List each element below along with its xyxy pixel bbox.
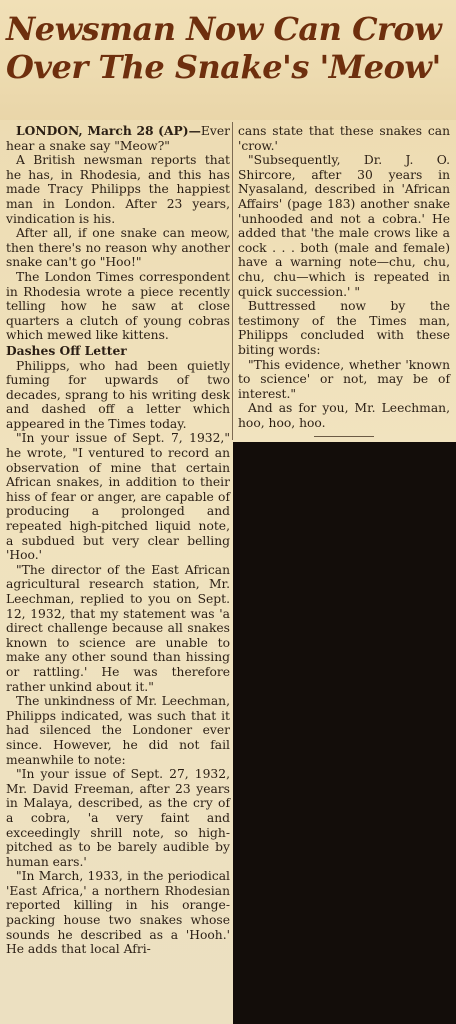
end-rule: [314, 436, 374, 437]
headline-line-1: Newsman Now Can Crow: [6, 10, 442, 48]
headline-line-2: Over The Snake's 'Meow': [6, 48, 441, 86]
headline: [6, 10, 450, 86]
lead-paragraph: [6, 124, 230, 153]
background-area: [233, 442, 456, 1024]
subheading: Dashes Off Letter: [6, 342, 127, 358]
paragraph: The unkindness of Mr. Leechman, Philipps indicated, was such that it had silenced the Londoner ever since. However, he did not fail meanwhile to note:: [6, 694, 230, 767]
paragraph: "Subsequently, Dr. J. O. Shircore, after 30 years in Nyasaland, described in 'African Affairs' (page 183) another snake 'unhooded and not a cobra.' He added that 'the male crows like a cock . . . both (male and female) have a warning note—chu, chu, chu, chu—which is repeated in quick succession.' ": [238, 153, 450, 299]
paragraph: cans state that these snakes can 'crow.': [238, 124, 450, 153]
paragraph: "This evidence, whether 'known to science' or not, may be of interest.": [238, 357, 450, 401]
paragraph: Buttressed now by the testimony of the Times man, Philipps concluded with these biting words:: [238, 299, 450, 357]
paragraph: "In your issue of Sept. 27, 1932, Mr. David Freeman, after 23 years in Malaya, described, as the cry of a cobra, 'a very faint and exceedingly shrill note, so high-pitched as to be barely audible by human ears.': [6, 767, 230, 869]
left-column: [0, 120, 233, 1024]
paragraph: The London Times correspondent in Rhodesia wrote a piece recently telling how he saw at close quarters a clutch of young cobras which mewed like kittens.: [6, 269, 230, 343]
paragraph: "The director of the East African agricultural research station, Mr. Leechman, replied to you on Sept. 12, 1932, that my statement was 'a direct challenge because all snakes known to science are unable to make any other sound than hissing or rattling.' He was therefore rather unkind about it.": [6, 562, 230, 694]
paragraph: A British newsman reports that he has, in Rhodesia, and this has made Tracy Philipps the happiest man in London. After 23 years, vindication is his.: [6, 153, 230, 226]
right-column: [233, 120, 456, 442]
dateline: LONDON, March 28 (AP)—: [16, 123, 201, 138]
lead-text: Ever hear a snake say "Meow?": [6, 124, 230, 153]
paragraph: And as for you, Mr. Leechman, hoo, hoo, hoo.: [238, 401, 450, 430]
paragraph: "In your issue of Sept. 7, 1932," he wrote, "I ventured to record an observation of mine that certain African snakes, in addition to their hiss of fear or anger, are capable of producing a prolonged and repeated high-pitched liquid note, a subdued but very clear belling 'Hoo.': [6, 431, 230, 563]
paragraph: After all, if one snake can meow, then there's no reason why another snake can't go "Hoo!": [6, 226, 230, 270]
paragraph: Philipps, who had been quietly fuming for upwards of two decades, sprang to his writing desk and dashed off a letter which appeared in the Times today.: [6, 358, 230, 431]
paragraph: "In March, 1933, in the periodical 'East Africa,' a northern Rhodesian reported killing in his orange-packing house two snakes whose sounds he described as a 'Hooh.' He adds that local Afri-: [6, 869, 230, 957]
headline-block: [0, 0, 456, 124]
